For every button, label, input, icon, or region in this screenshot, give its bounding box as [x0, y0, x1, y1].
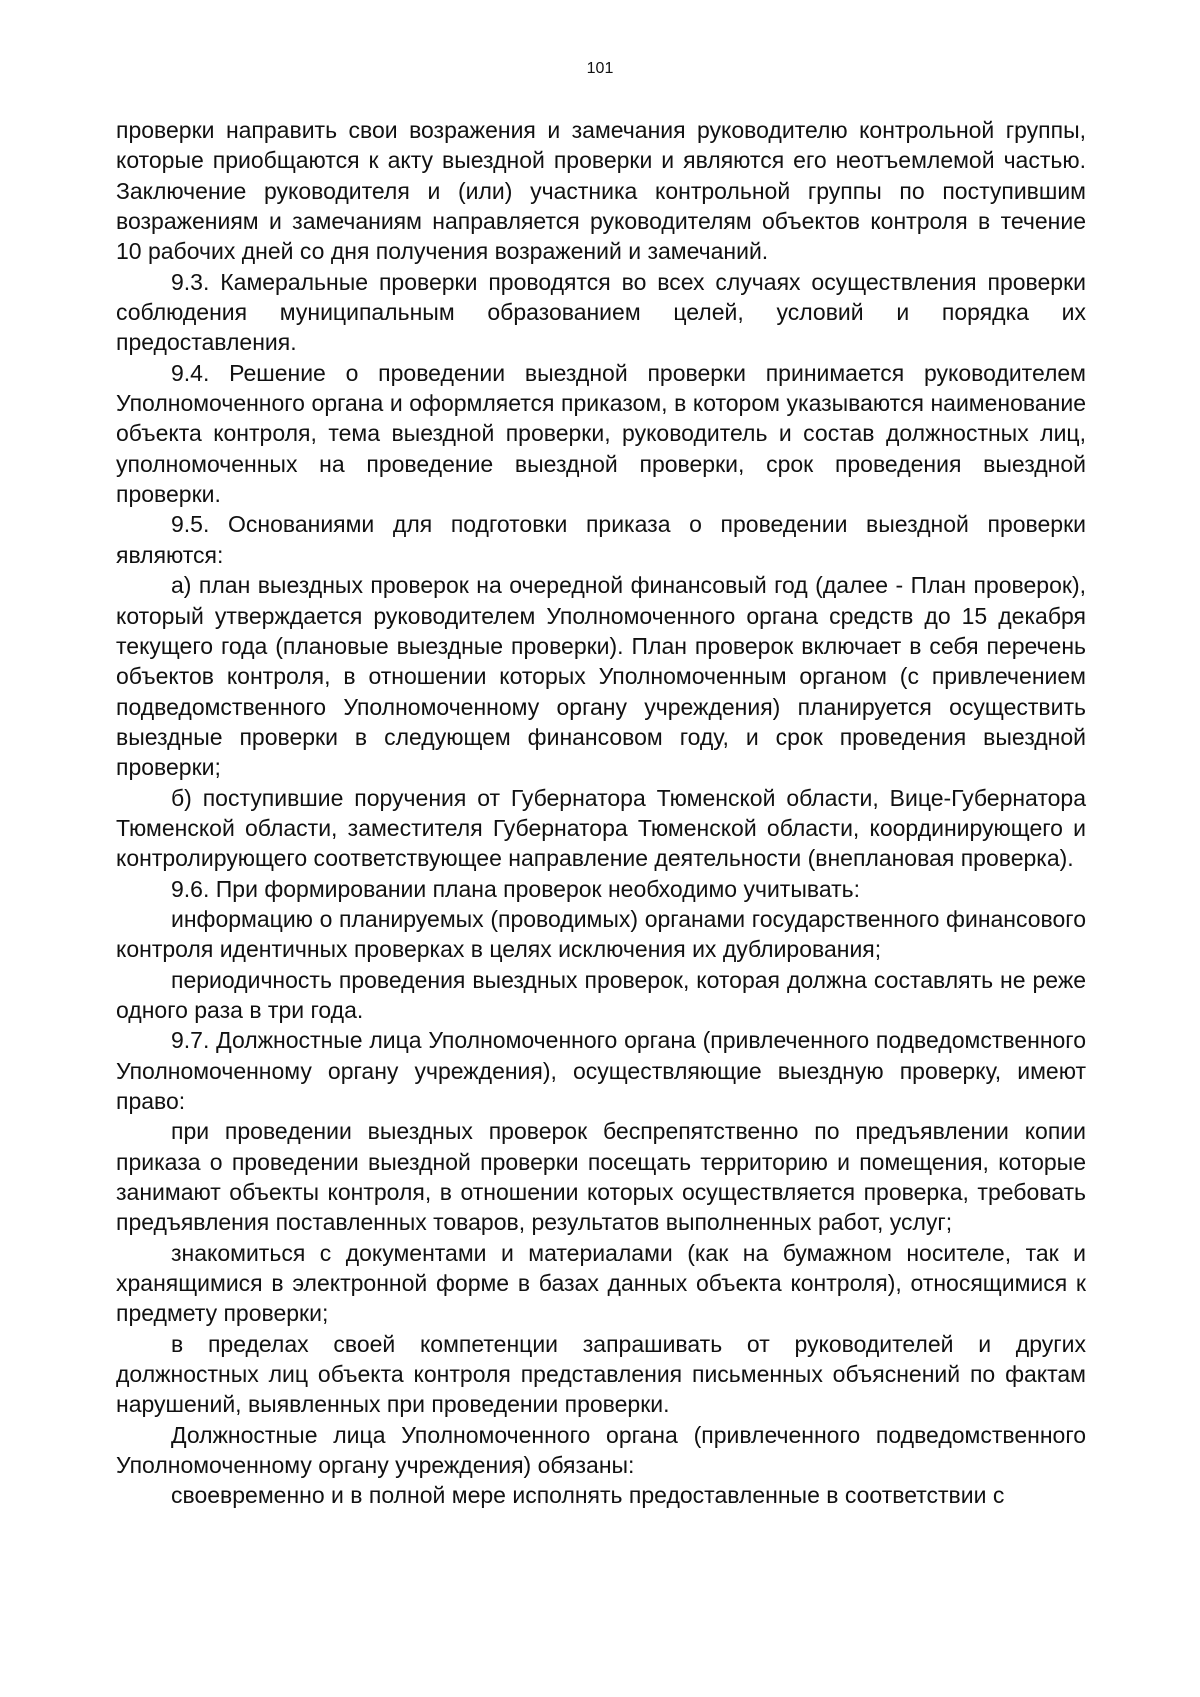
page-number: 101: [586, 60, 614, 77]
paragraph-9-5-b: б) поступившие поручения от Губернатора Тюменской области, Вице-Губернатора Тюменской области, заместителя Губернатора Тюменской области, координирующего и контролирующего соответствующее направление деятельности (внеплановая проверка).: [116, 784, 1086, 872]
paragraph-9-7-item-1: при проведении выездных проверок беспрепятственно по предъявлении копии приказа о проведении выездной проверки посещать территорию и помещения, которые занимают объекты контроля, в отношении которых осуществляется проверка, требовать предъявления поставленных товаров, результатов выполненных работ, услуг;: [116, 1118, 1086, 1236]
paragraph-9-6: 9.6. При формировании плана проверок необходимо учитывать:: [171, 875, 861, 902]
paragraph-9-5: 9.5. Основаниями для подготовки приказа о проведении выездной проверки являются:: [116, 511, 1086, 568]
paragraph-9-7-item-3: в пределах своей компетенции запрашивать от руководителей и других должностных лиц объекта контроля представления письменных объяснений по фактам нарушений, выявленных при проведении проверки.: [116, 1330, 1086, 1418]
paragraph-9-3: 9.3. Камеральные проверки проводятся во всех случаях осуществления проверки соблюдения муниципальным образованием целей, условий и порядка их предоставления.: [116, 268, 1086, 356]
paragraph-obligations-item-1: своевременно и в полной мере исполнять предоставленные в соответствии с: [171, 1482, 1005, 1509]
paragraph-9-7: 9.7. Должностные лица Уполномоченного органа (привлеченного подведомственного Уполномоченному органу учреждения), осуществляющие выездную проверку, имеют право:: [116, 1027, 1086, 1114]
paragraph-9-5-a: а) план выездных проверок на очередной финансовый год (далее - План проверок), который утверждается руководителем Уполномоченного органа средств до 15 декабря текущего года (плановые выездные проверки). План проверок включает в себя перечень объектов контроля, в отношении которых Уполномоченным органом (с привлечением подведомственного Уполномоченному органу учреждения) планируется осуществить выездные проверки в следующем финансовом году, и срок проведения выездной проверки;: [116, 572, 1086, 781]
paragraph-9-6-item-1: информацию о планируемых (проводимых) органами государственного финансового контроля идентичных проверках в целях исключения их дублирования;: [116, 905, 1086, 963]
paragraph-9-4: 9.4. Решение о проведении выездной проверки принимается руководителем Уполномоченного органа и оформляется приказом, в котором указываются наименование объекта контроля, тема выездной проверки, руководитель и состав должностных лиц, уполномоченных на проведение выездной проверки, срок проведения выездной проверки.: [116, 359, 1086, 508]
document-body: [116, 115, 1086, 1511]
paragraph-9-6-item-2: периодичность проведения выездных проверок, которая должна составлять не реже одного раза в три года.: [116, 966, 1086, 1023]
paragraph-obligations: Должностные лица Уполномоченного органа (привлеченного подведомственного Уполномоченному органу учреждения) обязаны:: [116, 1421, 1086, 1479]
paragraph-9-7-item-2: знакомиться с документами и материалами (как на бумажном носителе, так и хранящимися в электронной форме в базах данных объекта контроля), относящимися к предмету проверки;: [116, 1239, 1086, 1327]
paragraph-continuation: проверки направить свои возражения и замечания руководителю контрольной группы, которые приобщаются к акту выездной проверки и являются его неотъемлемой частью. Заключение руководителя и (или) участника контрольной группы по поступившим возражениям и замечаниям направляется руководителям объектов контроля в течение 10 рабочих дней со дня получения возражений и замечаний.: [116, 117, 1086, 265]
